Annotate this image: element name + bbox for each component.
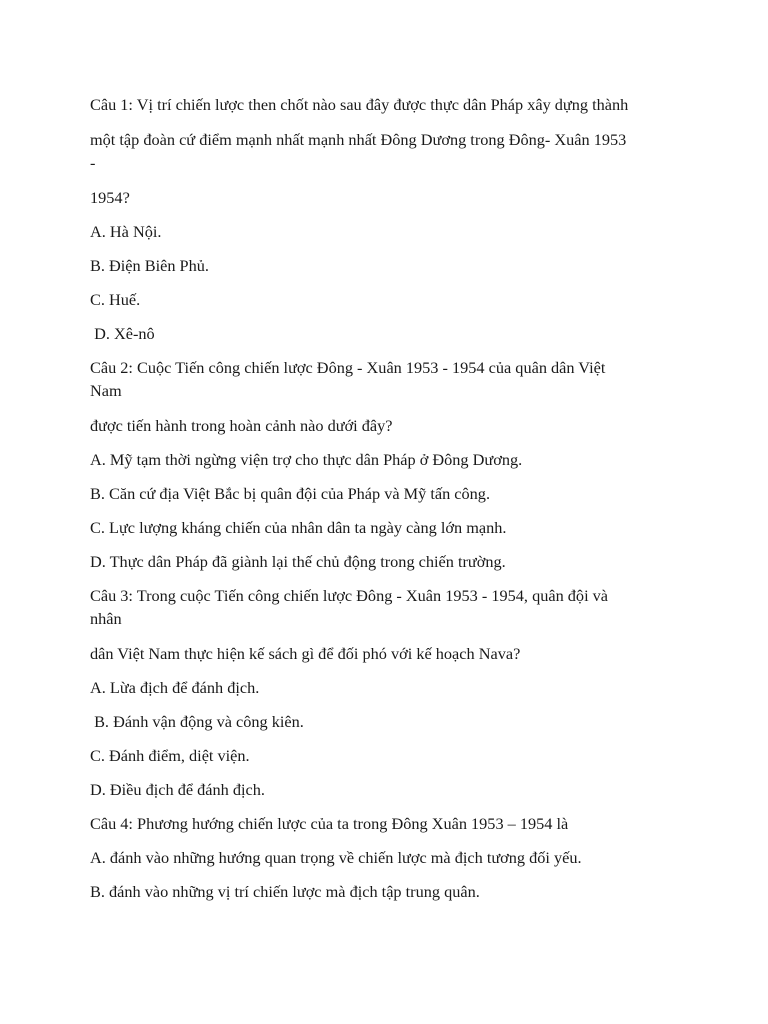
q3-option-a: A. Lừa địch để đánh địch. xyxy=(90,678,260,697)
q2-option-a: A. Mỹ tạm thời ngừng viện trợ cho thực dân Pháp ở Đông Dương. xyxy=(90,450,523,469)
q3-line-3: dân Việt Nam thực hiện kế sách gì để đối phó với kế hoạch Nava? xyxy=(90,644,521,663)
q3-line-1: Câu 3: Trong cuộc Tiến công chiến lược Đông - Xuân 1953 - 1954, quân đội và xyxy=(90,586,609,605)
q1-option-c: C. Huế. xyxy=(90,290,141,309)
q3-line-2: nhân xyxy=(90,609,122,628)
q1-option-a: A. Hà Nội. xyxy=(90,222,162,241)
q1-line-1: Câu 1: Vị trí chiến lược then chốt nào sau đây được thực dân Pháp xây dựng thành xyxy=(90,95,629,114)
q1-line-4: 1954? xyxy=(90,188,130,207)
q3-option-b: B. Đánh vận động và công kiên. xyxy=(90,712,304,731)
q4-option-b: B. đánh vào những vị trí chiến lược mà địch tập trung quân. xyxy=(90,882,480,901)
q1-line-3: - xyxy=(90,153,96,172)
q2-option-c: C. Lực lượng kháng chiến của nhân dân ta ngày càng lớn mạnh. xyxy=(90,518,507,537)
document-body xyxy=(90,93,680,903)
q1-option-d: D. Xê-nô xyxy=(90,324,155,343)
q3-option-d: D. Điều địch để đánh địch. xyxy=(90,780,265,799)
q2-line-2: Nam xyxy=(90,381,122,400)
q4-line-1: Câu 4: Phương hướng chiến lược của ta trong Đông Xuân 1953 – 1954 là xyxy=(90,814,569,833)
q2-option-d: D. Thực dân Pháp đã giành lại thế chủ động trong chiến trường. xyxy=(90,552,506,571)
q4-option-a: A. đánh vào những hướng quan trọng về chiến lược mà địch tương đối yếu. xyxy=(90,848,582,867)
q2-option-b: B. Căn cứ địa Việt Bắc bị quân đội của Pháp và Mỹ tấn công. xyxy=(90,484,491,503)
q3-option-c: C. Đánh điểm, diệt viện. xyxy=(90,746,250,765)
q1-line-2: một tập đoàn cứ điểm mạnh nhất mạnh nhất Đông Dương trong Đông- Xuân 1953 xyxy=(90,130,627,149)
q2-line-1: Câu 2: Cuộc Tiến công chiến lược Đông - Xuân 1953 - 1954 của quân dân Việt xyxy=(90,358,606,377)
q2-line-3: được tiến hành trong hoàn cảnh nào dưới đây? xyxy=(90,416,393,435)
q1-option-b: B. Điện Biên Phủ. xyxy=(90,256,209,275)
